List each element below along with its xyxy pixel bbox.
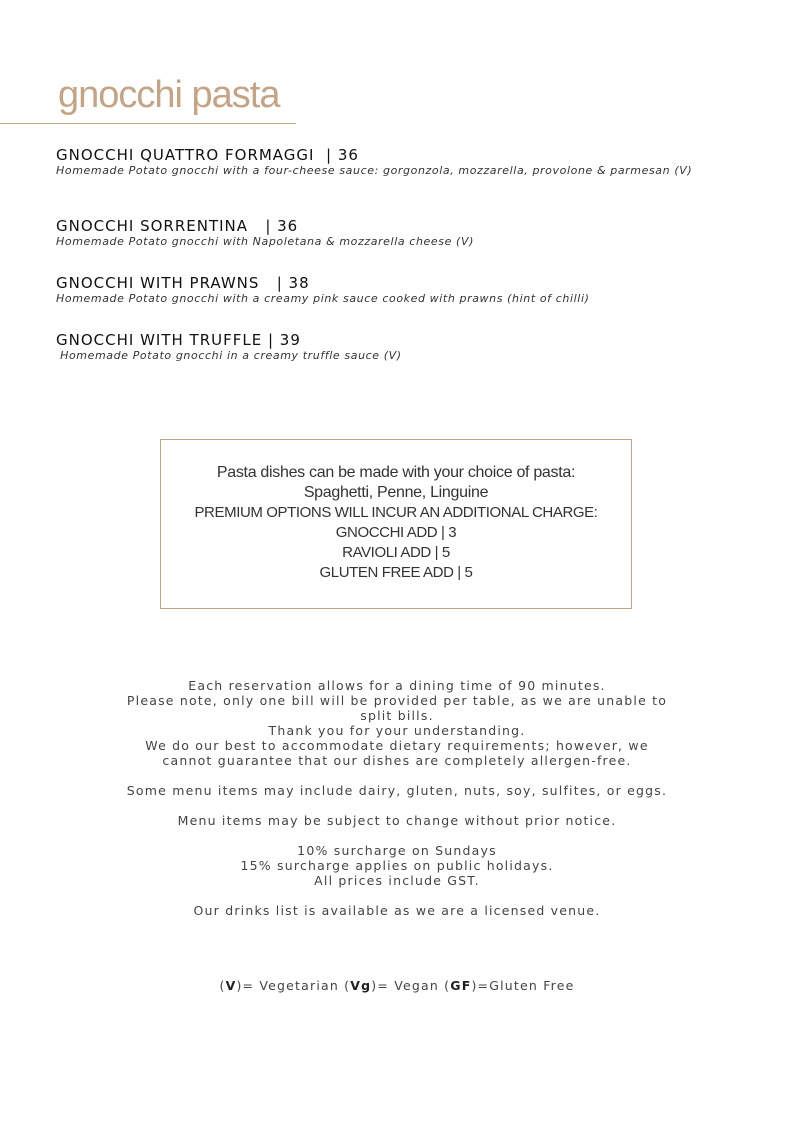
dietary-note-cont: cannot guarantee that our dishes are completely allergen-free. bbox=[162, 753, 632, 768]
dietary-legend: (V)= Vegetarian (Vg)= Vegan (GF)=Gluten Free bbox=[219, 978, 575, 993]
surcharge-notes bbox=[100, 843, 694, 888]
pasta-options-box bbox=[160, 439, 632, 609]
gnocchi-add-price: GNOCCHI ADD | 3 bbox=[335, 524, 457, 541]
holiday-surcharge: 15% surcharge applies on public holidays. bbox=[240, 858, 554, 873]
dish-item bbox=[56, 217, 746, 249]
sunday-surcharge: 10% surcharge on Sundays bbox=[297, 843, 497, 858]
gluten-free-code: GF bbox=[450, 978, 472, 993]
dish-name: GNOCCHI WITH PRAWNS | 38 bbox=[56, 274, 310, 292]
reservation-note: Each reservation allows for a dining time of 90 minutes. bbox=[188, 678, 606, 693]
drinks-note: Our drinks list is available as we are a licensed venue. bbox=[193, 903, 601, 918]
dish-name: GNOCCHI SORRENTINA | 36 bbox=[56, 217, 299, 235]
ravioli-add-price: RAVIOLI ADD | 5 bbox=[342, 544, 450, 561]
pasta-choice-intro: Pasta dishes can be made with your choice of pasta: bbox=[216, 464, 576, 481]
pasta-choice-list: Spaghetti, Penne, Linguine bbox=[303, 484, 489, 501]
dish-name: GNOCCHI QUATTRO FORMAGGI | 36 bbox=[56, 146, 359, 164]
dish-item bbox=[56, 274, 746, 306]
title-underline bbox=[0, 123, 296, 124]
bill-note-cont: split bills. bbox=[360, 708, 434, 723]
footer-notes bbox=[100, 678, 694, 768]
vegetarian-code: V bbox=[225, 978, 237, 993]
change-note: Menu items may be subject to change without prior notice. bbox=[177, 813, 617, 828]
premium-options-note: PREMIUM OPTIONS WILL INCUR AN ADDITIONAL CHARGE: bbox=[194, 504, 598, 521]
dietary-note: We do our best to accommodate dietary requirements; however, we bbox=[145, 738, 649, 753]
dish-description: Homemade Potato gnocchi in a creamy truffle sauce (V) bbox=[56, 349, 402, 362]
gst-note: All prices include GST. bbox=[314, 873, 480, 888]
dish-description: Homemade Potato gnocchi with Napoletana & mozzarella cheese (V) bbox=[56, 235, 474, 248]
dish-description: Homemade Potato gnocchi with a four-cheese sauce: gorgonzola, mozzarella, provolone & parmesan (V) bbox=[56, 164, 693, 177]
allergen-note: Some menu items may include dairy, gluten, nuts, soy, sulfites, or eggs. bbox=[126, 783, 668, 798]
bill-note: Please note, only one bill will be provided per table, as we are unable to bbox=[126, 693, 668, 708]
thanks-note: Thank you for your understanding. bbox=[268, 723, 526, 738]
dish-description: Homemade Potato gnocchi with a creamy pink sauce cooked with prawns (hint of chilli) bbox=[56, 292, 590, 305]
dish-name: GNOCCHI WITH TRUFFLE | 39 bbox=[56, 331, 301, 349]
vegan-code: Vg bbox=[350, 978, 372, 993]
dish-item bbox=[56, 331, 746, 363]
dish-item bbox=[56, 146, 746, 178]
gluten-free-add-price: GLUTEN FREE ADD | 5 bbox=[319, 564, 473, 581]
section-title: gnocchi pasta bbox=[58, 74, 280, 116]
